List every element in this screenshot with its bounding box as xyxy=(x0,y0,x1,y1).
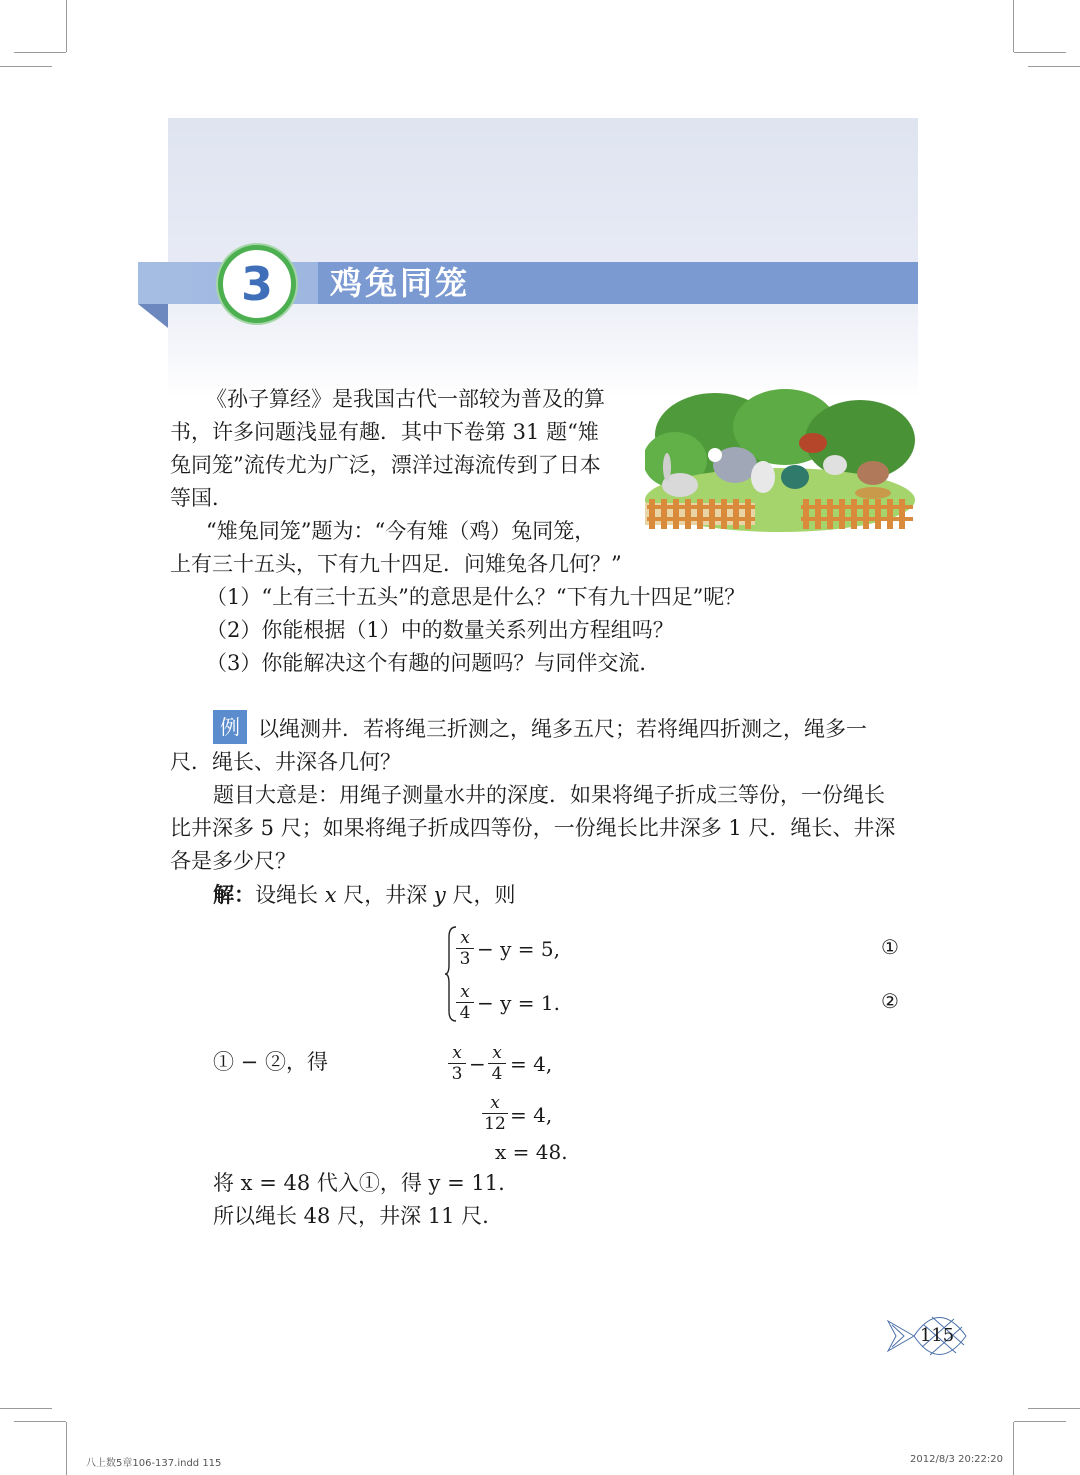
intro-line: 等国． xyxy=(170,486,233,510)
example-explanation: 各是多少尺？ xyxy=(170,849,296,873)
crop-mark xyxy=(0,1408,52,1409)
crop-mark xyxy=(14,1421,66,1422)
crop-mark xyxy=(1028,1408,1080,1409)
minus-sign: − xyxy=(469,1052,486,1076)
equation-4: = 4, xyxy=(510,1103,553,1127)
farm-illustration xyxy=(645,385,915,535)
section-number: 3 xyxy=(240,257,273,311)
fraction-x-over-3: x 3 xyxy=(456,929,474,968)
conclusion-line: 所以绳长 48 尺，井深 11 尺. xyxy=(213,1204,489,1228)
ribbon-fold xyxy=(138,304,168,328)
intro-line: 《孙子算经》是我国古代一部较为普及的算 xyxy=(206,387,605,411)
example-explanation: 比井深多 5 尺；如果将绳子折成四等份，一份绳长比井深多 1 尺．绳长、井深 xyxy=(170,816,896,840)
footer-timestamp: 2012/8/3 20:22:20 xyxy=(910,1454,1004,1465)
solution-label: 解： xyxy=(213,882,255,907)
crop-mark xyxy=(66,1422,67,1475)
crop-mark xyxy=(1014,52,1066,53)
example-explanation: 题目大意是：用绳子测量水井的深度．如果将绳子折成三等份，一份绳长 xyxy=(213,783,885,807)
section-number-badge xyxy=(218,245,296,323)
crop-mark xyxy=(1013,0,1014,52)
crop-mark xyxy=(1013,1422,1014,1475)
crop-mark xyxy=(1014,1421,1066,1422)
equation-tag: ① xyxy=(881,935,899,959)
fraction-x-over-12: x 12 xyxy=(482,1094,508,1133)
intro-line: 上有三十五头，下有九十四足．问雉兔各几何？” xyxy=(170,552,622,576)
solution-intro: 解：设绳长 x 尺，井深 y 尺，则 xyxy=(213,882,516,907)
fraction-x-over-3: x 3 xyxy=(448,1044,466,1083)
fence-left xyxy=(647,499,755,529)
example-problem: 尺．绳长、井深各几何？ xyxy=(170,750,401,774)
fraction-x-over-4: x 4 xyxy=(488,1044,506,1083)
crop-mark xyxy=(66,0,67,52)
footer-file-info: 八上数5章106-137.indd 115 xyxy=(86,1458,222,1469)
question-item: （1）“上有三十五头”的意思是什么？“下有九十四足”呢？ xyxy=(206,585,746,609)
crop-mark xyxy=(0,66,52,67)
equation-1: − y = 5, xyxy=(477,937,560,961)
example-problem: 以绳测井．若将绳三折测之，绳多五尺；若将绳四折测之，绳多一 xyxy=(258,717,867,741)
crop-mark xyxy=(14,52,66,53)
example-badge: 例 xyxy=(213,710,247,744)
intro-line: “雉兔同笼”题为：“今有雉（鸡）兔同笼， xyxy=(206,519,596,543)
equation-tag: ② xyxy=(881,989,899,1013)
section-title: 鸡兔同笼 xyxy=(330,264,471,302)
crop-mark xyxy=(1028,66,1080,67)
page-number: 115 xyxy=(919,1325,955,1346)
intro-line: 书，许多问题浅显有趣．其中下卷第 31 题“雉 xyxy=(170,420,599,444)
question-item: （3）你能解决这个有趣的问题吗？与同伴交流． xyxy=(206,651,661,675)
equation-2: − y = 1. xyxy=(477,991,560,1015)
fraction-x-over-4: x 4 xyxy=(456,983,474,1022)
question-item: （2）你能根据（1）中的数量关系列出方程组吗？ xyxy=(206,618,674,642)
intro-line: 兔同笼”流传尤为广泛，漂洋过海流传到了日本 xyxy=(170,453,601,477)
equation-3: = 4, xyxy=(510,1052,553,1076)
subtract-label: ① − ②，得 xyxy=(213,1050,328,1074)
equation-5: x = 48. xyxy=(495,1140,568,1164)
substitution-line: 将 x = 48 代入①，得 y = 11. xyxy=(213,1171,505,1195)
